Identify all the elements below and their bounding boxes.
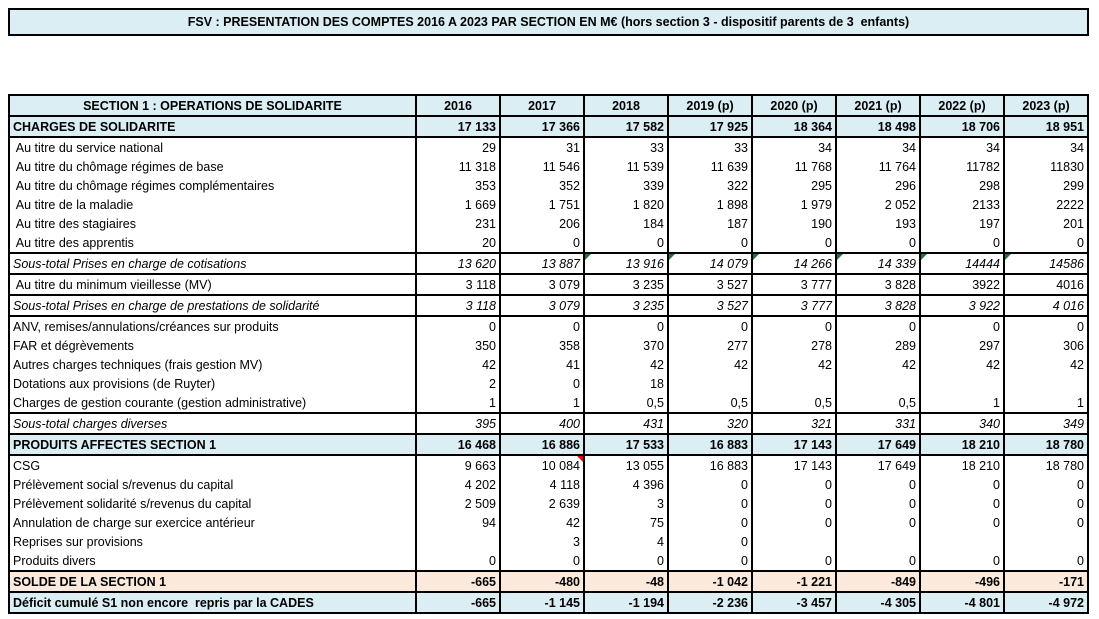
value-cell: 0 <box>500 233 584 253</box>
year-column-header: 2021 (p) <box>836 95 920 116</box>
value-cell: 34 <box>1004 137 1088 157</box>
green-flag-triangle-icon <box>1005 254 1011 260</box>
value-cell: 1 <box>416 393 500 413</box>
table-row <box>9 434 1088 455</box>
value-cell: 0 <box>584 316 668 336</box>
value-cell <box>920 374 1004 393</box>
row-label: Déficit cumulé S1 non encore repris par la CADES <box>9 592 416 613</box>
value-cell: 0,5 <box>584 393 668 413</box>
value-cell: 0 <box>668 494 752 513</box>
row-label: Au titre du chômage régimes complémentaires <box>9 176 416 195</box>
value-cell: 14444 <box>920 253 1004 274</box>
value-cell: 3 527 <box>668 295 752 316</box>
value-cell: 201 <box>1004 214 1088 233</box>
table-row <box>9 253 1088 274</box>
report-title-bar <box>8 8 1089 36</box>
value-cell: -2 236 <box>668 592 752 613</box>
value-cell: 3 922 <box>920 295 1004 316</box>
value-cell <box>752 374 836 393</box>
value-cell: 370 <box>584 336 668 355</box>
value-cell: 18 <box>584 374 668 393</box>
value-cell: 17 533 <box>584 434 668 455</box>
value-cell: 0 <box>920 475 1004 494</box>
year-column-header: 2017 <box>500 95 584 116</box>
value-cell: 3 828 <box>836 274 920 295</box>
table-row <box>9 532 1088 551</box>
row-label: Charges de gestion courante (gestion administrative) <box>9 393 416 413</box>
value-cell: 3 079 <box>500 274 584 295</box>
value-cell: 3 828 <box>836 295 920 316</box>
value-cell: 0 <box>1004 475 1088 494</box>
value-cell: 0 <box>500 374 584 393</box>
row-label: Prélèvement social s/revenus du capital <box>9 475 416 494</box>
value-cell: 0 <box>920 551 1004 571</box>
value-cell <box>920 532 1004 551</box>
value-cell: 0 <box>668 513 752 532</box>
table-row <box>9 116 1088 137</box>
green-flag-triangle-icon <box>837 254 843 260</box>
row-label: Annulation de charge sur exercice antérieur <box>9 513 416 532</box>
value-cell: 42 <box>1004 355 1088 374</box>
fsv-accounts-table <box>8 94 1089 614</box>
value-cell: 358 <box>500 336 584 355</box>
value-cell: 3 <box>500 532 584 551</box>
value-cell: 0 <box>752 316 836 336</box>
value-cell: 17 649 <box>836 455 920 475</box>
value-cell: 0 <box>668 316 752 336</box>
value-cell: -849 <box>836 571 920 592</box>
value-cell: 17 143 <box>752 434 836 455</box>
value-cell: 29 <box>416 137 500 157</box>
value-cell: 0 <box>668 551 752 571</box>
table-row <box>9 494 1088 513</box>
value-cell: 289 <box>836 336 920 355</box>
table-row <box>9 455 1088 475</box>
value-cell: 349 <box>1004 413 1088 434</box>
value-cell: 17 143 <box>752 455 836 475</box>
value-cell: 206 <box>500 214 584 233</box>
value-cell: -1 145 <box>500 592 584 613</box>
value-cell: 11830 <box>1004 157 1088 176</box>
table-row <box>9 137 1088 157</box>
value-cell: 0 <box>1004 513 1088 532</box>
value-cell: 11782 <box>920 157 1004 176</box>
value-cell: 13 916 <box>584 253 668 274</box>
table-row <box>9 214 1088 233</box>
value-cell: 0 <box>836 494 920 513</box>
value-cell: 33 <box>668 137 752 157</box>
value-cell: 1 898 <box>668 195 752 214</box>
value-cell: -4 972 <box>1004 592 1088 613</box>
value-cell: 0 <box>416 551 500 571</box>
value-cell: 13 887 <box>500 253 584 274</box>
value-cell: 297 <box>920 336 1004 355</box>
value-cell: 42 <box>500 513 584 532</box>
value-cell: 75 <box>584 513 668 532</box>
value-cell <box>1004 374 1088 393</box>
value-cell: 321 <box>752 413 836 434</box>
value-cell: -665 <box>416 571 500 592</box>
value-cell: 295 <box>752 176 836 195</box>
red-comment-triangle-icon <box>577 456 583 462</box>
value-cell: 277 <box>668 336 752 355</box>
value-cell: 0,5 <box>752 393 836 413</box>
value-cell: 34 <box>836 137 920 157</box>
value-cell: 1 <box>920 393 1004 413</box>
value-cell: 18 780 <box>1004 434 1088 455</box>
row-label: Dotations aux provisions (de Ruyter) <box>9 374 416 393</box>
value-cell: 14 266 <box>752 253 836 274</box>
table-row <box>9 176 1088 195</box>
value-cell: 2 <box>416 374 500 393</box>
row-label: Produits divers <box>9 551 416 571</box>
value-cell <box>1004 532 1088 551</box>
green-flag-triangle-icon <box>753 254 759 260</box>
value-cell: 42 <box>668 355 752 374</box>
value-cell: 193 <box>836 214 920 233</box>
value-cell: 4 118 <box>500 475 584 494</box>
value-cell: 42 <box>752 355 836 374</box>
value-cell: 320 <box>668 413 752 434</box>
value-cell: 0 <box>836 475 920 494</box>
value-cell: 11 539 <box>584 157 668 176</box>
value-cell: 16 468 <box>416 434 500 455</box>
value-cell: 0 <box>920 316 1004 336</box>
value-cell: 16 886 <box>500 434 584 455</box>
row-label: Au titre des apprentis <box>9 233 416 253</box>
value-cell: 0 <box>1004 494 1088 513</box>
value-cell: 0 <box>920 494 1004 513</box>
value-cell: -496 <box>920 571 1004 592</box>
value-cell: 431 <box>584 413 668 434</box>
value-cell: 2 509 <box>416 494 500 513</box>
table-row <box>9 195 1088 214</box>
value-cell: 0 <box>1004 233 1088 253</box>
value-cell <box>836 532 920 551</box>
value-cell: 9 663 <box>416 455 500 475</box>
value-cell: 3 235 <box>584 295 668 316</box>
value-cell: 3 777 <box>752 274 836 295</box>
value-cell: 1 751 <box>500 195 584 214</box>
value-cell: 18 780 <box>1004 455 1088 475</box>
value-cell: 17 582 <box>584 116 668 137</box>
value-cell: 400 <box>500 413 584 434</box>
value-cell: 0 <box>752 513 836 532</box>
value-cell: 18 210 <box>920 455 1004 475</box>
value-cell: 296 <box>836 176 920 195</box>
value-cell: 0 <box>500 316 584 336</box>
year-column-header: 2023 (p) <box>1004 95 1088 116</box>
value-cell: 42 <box>416 355 500 374</box>
value-cell: 331 <box>836 413 920 434</box>
value-cell: 3 118 <box>416 274 500 295</box>
value-cell: 94 <box>416 513 500 532</box>
value-cell: 231 <box>416 214 500 233</box>
value-cell: 0 <box>500 551 584 571</box>
row-label: Sous-total Prises en charge de cotisations <box>9 253 416 274</box>
value-cell: 322 <box>668 176 752 195</box>
table-header-row <box>9 95 1088 116</box>
value-cell: 4 396 <box>584 475 668 494</box>
value-cell: 17 366 <box>500 116 584 137</box>
table-row <box>9 475 1088 494</box>
report-title: FSV : PRESENTATION DES COMPTES 2016 A 2023 PAR SECTION EN M€ (hors section 3 - dispositif parents de 3 enfants) <box>187 15 910 29</box>
value-cell: 11 318 <box>416 157 500 176</box>
value-cell: 10 084 <box>500 455 584 475</box>
value-cell: -1 042 <box>668 571 752 592</box>
value-cell: 3 <box>584 494 668 513</box>
value-cell: 17 925 <box>668 116 752 137</box>
value-cell: 18 706 <box>920 116 1004 137</box>
row-label: Sous-total charges diverses <box>9 413 416 434</box>
row-label: FAR et dégrèvements <box>9 336 416 355</box>
value-cell: 395 <box>416 413 500 434</box>
value-cell: 306 <box>1004 336 1088 355</box>
table-row <box>9 274 1088 295</box>
value-cell: 0 <box>752 494 836 513</box>
value-cell: 340 <box>920 413 1004 434</box>
value-cell <box>668 374 752 393</box>
table-row <box>9 316 1088 336</box>
value-cell: 0 <box>584 233 668 253</box>
value-cell: 1 <box>500 393 584 413</box>
value-cell: 11 764 <box>836 157 920 176</box>
year-column-header: 2022 (p) <box>920 95 1004 116</box>
value-cell: 31 <box>500 137 584 157</box>
value-cell: -4 305 <box>836 592 920 613</box>
value-cell: 41 <box>500 355 584 374</box>
value-cell: 0 <box>920 513 1004 532</box>
row-label: Au titre du chômage régimes de base <box>9 157 416 176</box>
table-row <box>9 295 1088 316</box>
value-cell: 3 118 <box>416 295 500 316</box>
value-cell: 298 <box>920 176 1004 195</box>
value-cell: 1 979 <box>752 195 836 214</box>
value-cell: 0 <box>836 233 920 253</box>
value-cell: 0 <box>1004 551 1088 571</box>
green-flag-triangle-icon <box>669 254 675 260</box>
value-cell: 4016 <box>1004 274 1088 295</box>
value-cell: 2 052 <box>836 195 920 214</box>
value-cell: 0 <box>752 551 836 571</box>
value-cell: 14 079 <box>668 253 752 274</box>
value-cell: -665 <box>416 592 500 613</box>
value-cell: 11 639 <box>668 157 752 176</box>
value-cell: 1 820 <box>584 195 668 214</box>
value-cell: 18 364 <box>752 116 836 137</box>
value-cell: 0,5 <box>668 393 752 413</box>
value-cell: 3 235 <box>584 274 668 295</box>
table-row <box>9 355 1088 374</box>
value-cell: 11 546 <box>500 157 584 176</box>
section-header-label: SECTION 1 : OPERATIONS DE SOLIDARITE <box>9 95 416 116</box>
table-row <box>9 233 1088 253</box>
year-column-header: 2018 <box>584 95 668 116</box>
value-cell: 4 <box>584 532 668 551</box>
value-cell: 18 210 <box>920 434 1004 455</box>
value-cell <box>752 532 836 551</box>
table-row <box>9 413 1088 434</box>
value-cell: 14 339 <box>836 253 920 274</box>
row-label: Autres charges techniques (frais gestion MV) <box>9 355 416 374</box>
table-row <box>9 393 1088 413</box>
value-cell: 16 883 <box>668 434 752 455</box>
value-cell: 2222 <box>1004 195 1088 214</box>
value-cell: 14586 <box>1004 253 1088 274</box>
value-cell: 0 <box>920 233 1004 253</box>
value-cell: 0 <box>668 233 752 253</box>
value-cell: 353 <box>416 176 500 195</box>
value-cell: 187 <box>668 214 752 233</box>
value-cell: -3 457 <box>752 592 836 613</box>
row-label: Au titre des stagiaires <box>9 214 416 233</box>
value-cell: 0 <box>668 475 752 494</box>
row-label: Sous-total Prises en charge de prestations de solidarité <box>9 295 416 316</box>
value-cell: 4 016 <box>1004 295 1088 316</box>
value-cell: 42 <box>920 355 1004 374</box>
value-cell: 3922 <box>920 274 1004 295</box>
value-cell: 352 <box>500 176 584 195</box>
value-cell: -4 801 <box>920 592 1004 613</box>
row-label: Prélèvement solidarité s/revenus du capital <box>9 494 416 513</box>
row-label: Au titre du minimum vieillesse (MV) <box>9 274 416 295</box>
table-row <box>9 551 1088 571</box>
value-cell: 0 <box>584 551 668 571</box>
value-cell: 4 202 <box>416 475 500 494</box>
green-flag-triangle-icon <box>585 254 591 260</box>
row-label: PRODUITS AFFECTES SECTION 1 <box>9 434 416 455</box>
value-cell: 33 <box>584 137 668 157</box>
year-column-header: 2020 (p) <box>752 95 836 116</box>
value-cell: 0 <box>752 475 836 494</box>
green-flag-triangle-icon <box>921 254 927 260</box>
value-cell: 197 <box>920 214 1004 233</box>
table-row <box>9 571 1088 592</box>
row-label: Au titre de la maladie <box>9 195 416 214</box>
value-cell: 18 951 <box>1004 116 1088 137</box>
value-cell: 0 <box>668 532 752 551</box>
table-row <box>9 336 1088 355</box>
value-cell: 350 <box>416 336 500 355</box>
value-cell: 0 <box>1004 316 1088 336</box>
value-cell: 0 <box>836 551 920 571</box>
value-cell: 13 055 <box>584 455 668 475</box>
value-cell: 17 649 <box>836 434 920 455</box>
table-row <box>9 513 1088 532</box>
value-cell: 190 <box>752 214 836 233</box>
value-cell: -1 194 <box>584 592 668 613</box>
value-cell: -480 <box>500 571 584 592</box>
value-cell: -48 <box>584 571 668 592</box>
value-cell: 11 768 <box>752 157 836 176</box>
row-label: Au titre du service national <box>9 137 416 157</box>
row-label: Reprises sur provisions <box>9 532 416 551</box>
value-cell <box>836 374 920 393</box>
value-cell: 20 <box>416 233 500 253</box>
value-cell: 3 527 <box>668 274 752 295</box>
value-cell: 17 133 <box>416 116 500 137</box>
value-cell: 1 <box>1004 393 1088 413</box>
value-cell: 34 <box>752 137 836 157</box>
value-cell: 42 <box>584 355 668 374</box>
value-cell: 339 <box>584 176 668 195</box>
value-cell: -171 <box>1004 571 1088 592</box>
value-cell: 299 <box>1004 176 1088 195</box>
value-cell: 0 <box>836 513 920 532</box>
row-label: ANV, remises/annulations/créances sur produits <box>9 316 416 336</box>
value-cell <box>416 532 500 551</box>
row-label: SOLDE DE LA SECTION 1 <box>9 571 416 592</box>
value-cell: 2 639 <box>500 494 584 513</box>
year-column-header: 2019 (p) <box>668 95 752 116</box>
value-cell: 0,5 <box>836 393 920 413</box>
value-cell: 42 <box>836 355 920 374</box>
year-column-header: 2016 <box>416 95 500 116</box>
value-cell: 3 777 <box>752 295 836 316</box>
table-row <box>9 157 1088 176</box>
value-cell: 184 <box>584 214 668 233</box>
value-cell: 278 <box>752 336 836 355</box>
table-row <box>9 374 1088 393</box>
table-row <box>9 592 1088 613</box>
value-cell: 2133 <box>920 195 1004 214</box>
value-cell: 3 079 <box>500 295 584 316</box>
value-cell: 16 883 <box>668 455 752 475</box>
value-cell: 0 <box>836 316 920 336</box>
value-cell: 18 498 <box>836 116 920 137</box>
value-cell: 0 <box>416 316 500 336</box>
value-cell: -1 221 <box>752 571 836 592</box>
value-cell: 34 <box>920 137 1004 157</box>
row-label: CSG <box>9 455 416 475</box>
row-label: CHARGES DE SOLIDARITE <box>9 116 416 137</box>
value-cell: 0 <box>752 233 836 253</box>
value-cell: 1 669 <box>416 195 500 214</box>
value-cell: 13 620 <box>416 253 500 274</box>
